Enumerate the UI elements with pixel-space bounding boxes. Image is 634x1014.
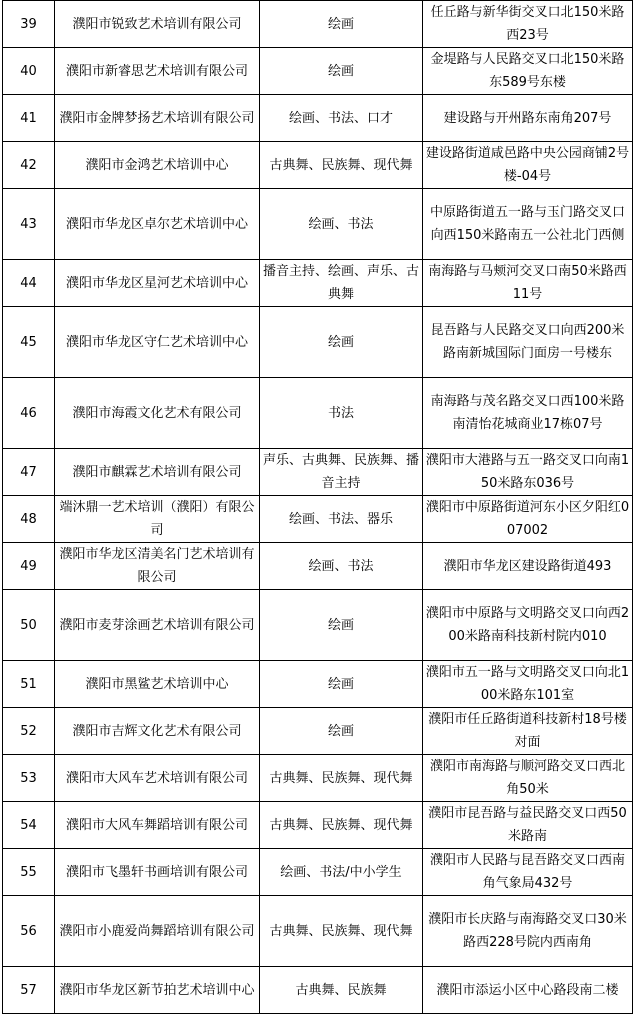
- row-number: 48: [3, 496, 55, 543]
- training-category: 绘画、书法: [260, 543, 423, 590]
- table-row: [3, 802, 633, 849]
- row-number: 46: [3, 378, 55, 449]
- training-category: 绘画: [260, 48, 423, 95]
- institution-name: 濮阳市华龙区新节拍艺术培训中心: [55, 967, 260, 1014]
- institution-name: 濮阳市锐致艺术培训有限公司: [55, 1, 260, 48]
- table-row: [3, 661, 633, 708]
- institution-name: 濮阳市大风车艺术培训有限公司: [55, 755, 260, 802]
- institution-address: 金堤路与人民路交叉口北150米路东589号东楼: [423, 48, 633, 95]
- row-number: 47: [3, 449, 55, 496]
- row-number: 42: [3, 142, 55, 189]
- table-row: [3, 755, 633, 802]
- training-category: 古典舞、民族舞: [260, 967, 423, 1014]
- institution-address: 昆吾路与人民路交叉口向西200米路南新城国际门面房一号楼东: [423, 307, 633, 378]
- row-number: 49: [3, 543, 55, 590]
- institution-address: 建设路街道咸邑路中央公园商铺2号楼-04号: [423, 142, 633, 189]
- row-number: 44: [3, 260, 55, 307]
- table-row: [3, 543, 633, 590]
- training-category: 声乐、古典舞、民族舞、播音主持: [260, 449, 423, 496]
- institution-address: 濮阳市添运小区中心路段南二楼: [423, 967, 633, 1014]
- institution-address: 濮阳市人民路与昆吾路交叉口西南角气象局432号: [423, 849, 633, 896]
- training-category: 绘画、书法: [260, 189, 423, 260]
- training-category: 绘画: [260, 307, 423, 378]
- institution-address: 濮阳市中原路与文明路交叉口向西200米路南科技新村院内010: [423, 590, 633, 661]
- training-category: 绘画: [260, 590, 423, 661]
- institution-name: 濮阳市海霞文化艺术有限公司: [55, 378, 260, 449]
- training-category: 古典舞、民族舞、现代舞: [260, 896, 423, 967]
- table-row: [3, 95, 633, 142]
- table-row: [3, 708, 633, 755]
- institution-name: 濮阳市金鸿艺术培训中心: [55, 142, 260, 189]
- training-category: 播音主持、绘画、声乐、古典舞: [260, 260, 423, 307]
- table-row: [3, 142, 633, 189]
- row-number: 43: [3, 189, 55, 260]
- table-row: [3, 590, 633, 661]
- training-category: 古典舞、民族舞、现代舞: [260, 142, 423, 189]
- row-number: 52: [3, 708, 55, 755]
- institution-address: 濮阳市华龙区建设路街道493: [423, 543, 633, 590]
- training-category: 古典舞、民族舞、现代舞: [260, 802, 423, 849]
- institution-name: 濮阳市小鹿爱尚舞蹈培训有限公司: [55, 896, 260, 967]
- training-category: 古典舞、民族舞、现代舞: [260, 755, 423, 802]
- row-number: 57: [3, 967, 55, 1014]
- row-number: 53: [3, 755, 55, 802]
- table-row: [3, 967, 633, 1014]
- table-row: [3, 378, 633, 449]
- institution-address: 任丘路与新华街交叉口北150米路西23号: [423, 1, 633, 48]
- table-row: [3, 48, 633, 95]
- table-row: [3, 449, 633, 496]
- training-category: 绘画: [260, 1, 423, 48]
- institution-address: 濮阳市大港路与五一路交叉口向南150米路东036号: [423, 449, 633, 496]
- institution-name: 濮阳市华龙区星河艺术培训中心: [55, 260, 260, 307]
- institution-name: 端沐鼎一艺术培训（濮阳）有限公司: [55, 496, 260, 543]
- training-category: 绘画: [260, 708, 423, 755]
- row-number: 45: [3, 307, 55, 378]
- institution-address: 濮阳市南海路与顺河路交叉口西北角50米: [423, 755, 633, 802]
- institution-address: 濮阳市中原路街道河东小区夕阳红007002: [423, 496, 633, 543]
- institution-address: 中原路街道五一路与玉门路交叉口向西150米路南五一公社北门西侧: [423, 189, 633, 260]
- training-category: 书法: [260, 378, 423, 449]
- institution-address: 南海路与茂名路交叉口西100米路南清怡花城商业17栋07号: [423, 378, 633, 449]
- institution-name: 濮阳市大风车舞蹈培训有限公司: [55, 802, 260, 849]
- training-category: 绘画: [260, 661, 423, 708]
- row-number: 55: [3, 849, 55, 896]
- row-number: 54: [3, 802, 55, 849]
- institution-address: 南海路与马颊河交叉口南50米路西11号: [423, 260, 633, 307]
- table-row: [3, 496, 633, 543]
- table-row: [3, 1, 633, 48]
- row-number: 40: [3, 48, 55, 95]
- table-row: [3, 260, 633, 307]
- training-category: 绘画、书法、口才: [260, 95, 423, 142]
- training-category: 绘画、书法/中小学生: [260, 849, 423, 896]
- institution-name: 濮阳市麦芽涂画艺术培训有限公司: [55, 590, 260, 661]
- institution-name: 濮阳市黑鲨艺术培训中心: [55, 661, 260, 708]
- table-row: [3, 849, 633, 896]
- institution-address: 濮阳市昆吾路与益民路交叉口西50米路南: [423, 802, 633, 849]
- table-row: [3, 896, 633, 967]
- row-number: 50: [3, 590, 55, 661]
- row-number: 41: [3, 95, 55, 142]
- institution-name: 濮阳市吉辉文化艺术有限公司: [55, 708, 260, 755]
- institution-name: 濮阳市飞墨轩书画培训有限公司: [55, 849, 260, 896]
- institution-address: 濮阳市长庆路与南海路交叉口30米路西228号院内西南角: [423, 896, 633, 967]
- institution-address: 濮阳市五一路与文明路交叉口向北100米路东101室: [423, 661, 633, 708]
- institution-name: 濮阳市新睿思艺术培训有限公司: [55, 48, 260, 95]
- institution-name: 濮阳市金牌梦扬艺术培训有限公司: [55, 95, 260, 142]
- institution-name: 濮阳市华龙区卓尔艺术培训中心: [55, 189, 260, 260]
- institution-address: 濮阳市任丘路街道科技新村18号楼对面: [423, 708, 633, 755]
- row-number: 39: [3, 1, 55, 48]
- institution-name: 濮阳市华龙区清美名门艺术培训有限公司: [55, 543, 260, 590]
- institution-table: [2, 0, 633, 1014]
- training-category: 绘画、书法、器乐: [260, 496, 423, 543]
- row-number: 51: [3, 661, 55, 708]
- row-number: 56: [3, 896, 55, 967]
- table-row: [3, 189, 633, 260]
- table-row: [3, 307, 633, 378]
- institution-address: 建设路与开州路东南角207号: [423, 95, 633, 142]
- institution-name: 濮阳市麒霖艺术培训有限公司: [55, 449, 260, 496]
- institution-name: 濮阳市华龙区守仁艺术培训中心: [55, 307, 260, 378]
